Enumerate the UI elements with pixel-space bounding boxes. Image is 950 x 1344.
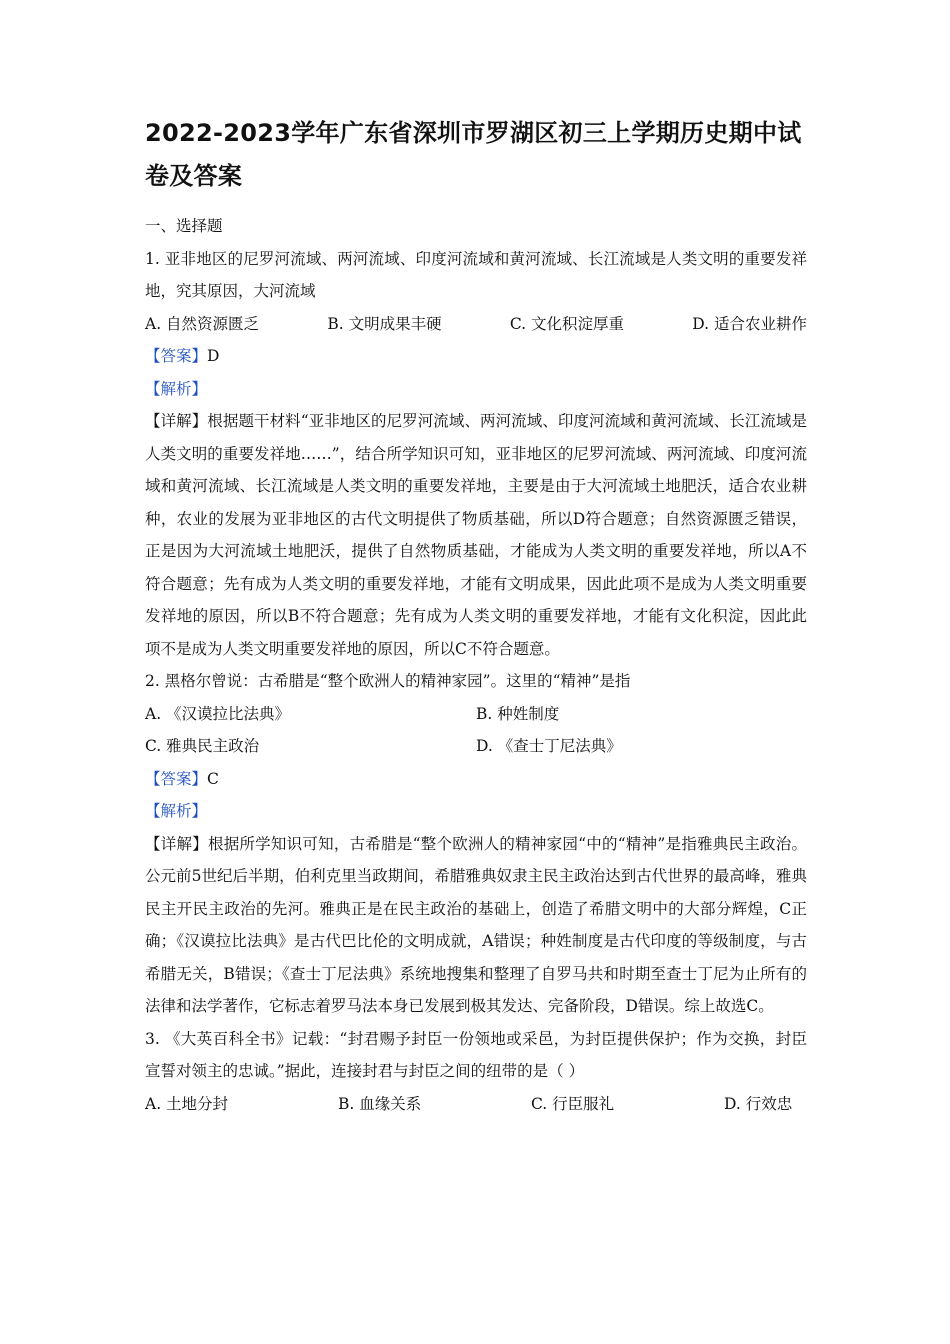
question-3-option-c: C. 行臣服礼 [531, 1094, 615, 1113]
question-2-option-b: B. 种姓制度 [476, 704, 560, 723]
question-1-option-b: B. 文明成果丰硬 [327, 314, 442, 333]
analysis-tag: 【解析】 [145, 379, 208, 398]
document-page [145, 112, 807, 1120]
question-2-analysis [145, 795, 807, 828]
document-title: 2022-2023学年广东省深圳市罗湖区初三上学期历史期中试卷及答案 [145, 119, 802, 190]
question-2-answer [145, 763, 807, 796]
detail-text: 根据题干材料“亚非地区的尼罗河流域、两河流域、印度河流域和黄河流域、长江流域是人类文明的重要发祥地……”，结合所学知识可知，亚非地区的尼罗河流域、两河流域、印度河流域和黄河流域、长江流域是人类文明的重要发祥地，主要是由于大河流域土地肥沃，适合农业耕种，农业的发展为亚非地区的古代文明提供了物质基础，所以D符合题意；自然资源匮乏错误，正是因为大河流域土地肥沃，提供了自然物质基础，才能成为人类文明的重要发祥地，所以A不符合题意；先有成为人类文明的重要发祥地，才能有文明成果，因此此项不是成为人类文明重要发祥地的原因，所以B不符合题意；先有成为人类文明的重要发祥地，才能有文化积淀，因此此项不是成为人类文明重要发祥地的原因，所以C不符合题意。 [145, 412, 807, 658]
question-2-option-d: D. 《查士丁尼法典》 [476, 737, 622, 755]
question-1-option-a: A. 自然资源匮乏 [145, 314, 260, 333]
question-1-option-d: D. 适合农业耕作 [692, 314, 807, 333]
detail-tag: 【详解】 [145, 412, 208, 430]
answer-value: C [207, 769, 219, 788]
detail-text: 根据所学知识可知，古希腊是“整个欧洲人的精神家园“中的“精神”是指雅典民主政治。公元前5世纪后半期，伯利克里当政期间，希腊雅典奴隶主民主政治达到古代世界的最高峰，雅典民主开民主政治的先河。雅典正是在民主政治的基础上，创造了希腊文明中的大部分辉煌，C正确；《汉谟拉比法典》是古代巴比伦的文明成就，A错误；种姓制度是古代印度的等级制度，与古希腊无关，B错误；《查士丁尼法典》系统地搜集和整理了自罗马共和时期至查士丁尼为止所有的法律和法学著作，它标志着罗马法本身已发展到极其发达、完备阶段，D错误。综上故选C。 [145, 834, 807, 1015]
question-2-options-row-2 [145, 730, 807, 763]
answer-tag: 【答案】 [145, 769, 208, 788]
question-3-options [145, 1088, 807, 1121]
question-1-detail [145, 405, 807, 665]
question-2-option-c: C. 雅典民主政治 [145, 737, 260, 755]
question-3-option-d: D. 行效忠 [724, 1094, 793, 1113]
question-1-stem: 1. 亚非地区的尼罗河流域、两河流域、印度河流域和黄河流域、长江流域是人类文明的重要发祥地，究其原因，大河流域 [145, 249, 807, 300]
detail-tag: 【详解】 [145, 834, 208, 853]
question-3-stem: 3. 《大英百科全书》记载：“封君赐予封臣一份领地或采邑，为封臣提供保护；作为交换，封臣宣誓对领主的忠诚。”据此，连接封君与封臣之间的纽带的是（ ） [145, 1029, 807, 1080]
question-1-analysis [145, 373, 807, 406]
question-2-option-a: A. 《汉谟拉比法典》 [145, 704, 291, 723]
question-2-options-row-1 [145, 698, 807, 731]
question-2-stem: 2. 黑格尔曾说：古希腊是“整个欧洲人的精神家园”。这里的“精神”是指 [145, 672, 631, 690]
question-1-option-c: C. 文化积淀厚重 [509, 314, 625, 333]
question-1-answer [145, 340, 807, 373]
question-2-detail [145, 828, 807, 1023]
answer-tag: 【答案】 [145, 347, 208, 365]
answer-value: D [207, 347, 220, 365]
question-3-option-a: A. 土地分封 [145, 1094, 229, 1113]
question-3-option-b: B. 血缘关系 [338, 1094, 422, 1113]
question-1-options [145, 308, 807, 341]
analysis-tag: 【解析】 [145, 802, 208, 820]
section-heading: 一、选择题 [145, 217, 223, 235]
